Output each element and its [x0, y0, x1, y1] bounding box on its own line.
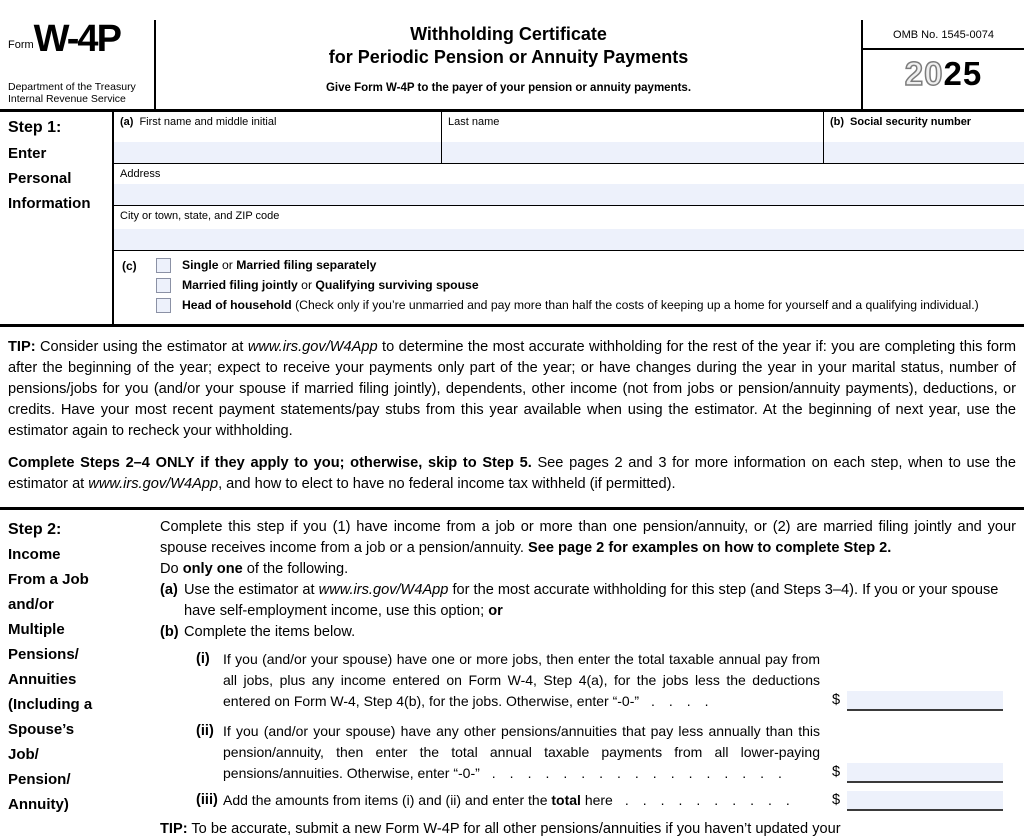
form-word-label: Form	[8, 39, 34, 51]
single-checkbox[interactable]	[156, 258, 171, 273]
step2-item-iii	[196, 790, 1016, 812]
dollar-sign: $	[832, 692, 841, 708]
item-i-amount	[820, 649, 1016, 712]
tax-year-prefix: 20	[904, 55, 944, 92]
item-ii-text: If you (and/or your spouse) have any other pensions/annuities that pay less annually than this pension/annuity, then enter the total annual taxable payments from all lower-paying pensions/annuities. Otherwise, enter “-0-” .................	[223, 723, 820, 781]
tax-year	[863, 50, 1024, 93]
last-name-input[interactable]	[442, 142, 823, 163]
item-iii-marker: (iii)	[196, 792, 218, 808]
filing-status-option-married-jointly	[156, 277, 979, 293]
last-name-label	[442, 112, 823, 142]
step2-subtitle-line: Annuity)	[8, 796, 69, 813]
step2-title: Step 2:	[8, 521, 62, 538]
form-instruction: Give Form W-4P to the payer of your pension or annuity payments.	[325, 82, 692, 94]
first-name-label	[114, 112, 441, 142]
step2-subtitle-line: Pension/	[8, 771, 71, 788]
first-name-input[interactable]	[114, 142, 441, 163]
agency-block	[8, 81, 150, 107]
address-label: Address	[120, 168, 161, 180]
agency-line-2: Internal Revenue Service	[8, 93, 126, 105]
step2-tip: TIP: To be accurate, submit a new Form W-4P for all other pensions/annuities if you haven’t updated your	[160, 821, 841, 837]
ssn-cell	[823, 112, 1024, 163]
step1-heading	[0, 112, 112, 324]
option-b-marker: (b)	[160, 624, 179, 640]
step2-subtitle-line: (Including a	[8, 696, 93, 713]
step2-subtitle-line: and/or	[8, 596, 54, 613]
dot-leader: ....	[651, 693, 723, 709]
option-a-text: Use the estimator at www.irs.gov/W4App for the most accurate withholding for this step (and Steps 3–4). If you or your spouse have self-employment income, use this option; or	[184, 582, 999, 619]
step2-subtitle-line: Multiple	[8, 621, 65, 638]
step2-subtitle	[8, 542, 160, 817]
dollar-sign: $	[832, 792, 841, 808]
dot-leader: .................	[491, 765, 796, 781]
step2-section	[0, 510, 1024, 840]
head-of-household-checkbox[interactable]	[156, 298, 171, 313]
ssn-label-text: Social security number	[850, 116, 972, 128]
married-jointly-label: Married filing jointly or Qualifying surviving spouse	[182, 278, 479, 292]
step2-subtitle-line: Spouse’s	[8, 721, 75, 738]
step1-subtitle-line: Personal	[8, 170, 72, 187]
option-b-text: Complete the items below.	[184, 624, 356, 640]
form-header	[0, 20, 1024, 112]
step2-intro: Complete this step if you (1) have income from a job or more than one pension/annuity, or (2) are married filing jointly and your spouse receives income from a job or a pension/annuity. See page 2 for examples on how to complete Step 2.	[160, 519, 1016, 556]
item-i-text: If you (and/or your spouse) have one or more jobs, then enter the total taxable annual pay from all jobs, plus any income entered on Form W-4, Step 4(a), for the jobs less the deductions entered on Form W-4, Step 4(b), for the jobs. Otherwise, enter “-0-” ....	[223, 651, 820, 709]
step2-subtitle-line: Income	[8, 546, 61, 563]
item-i-amount-input[interactable]	[847, 691, 1003, 711]
omb-number: OMB No. 1545-0074	[863, 20, 1024, 50]
step2-item-ii	[196, 721, 1016, 784]
item-c-marker: (c)	[122, 259, 137, 273]
head-of-household-label: Head of household (Check only if you’re unmarried and pay more than half the costs of keeping up a home for yourself and a qualifying individual.)	[182, 298, 979, 312]
step1-fields	[112, 112, 1024, 324]
last-name-cell	[441, 112, 823, 163]
form-title-line2: for Periodic Pension or Annuity Payments	[328, 47, 689, 67]
item-ii-marker: (ii)	[196, 723, 214, 739]
steps-note-bold: Complete Steps 2–4 ONLY if they apply to you; otherwise, skip to Step 5.	[8, 455, 532, 471]
city-label: City or town, state, and ZIP code	[120, 210, 280, 222]
step2-subtitle-line: Job/	[8, 746, 39, 763]
step2-subtitle-line: Annuities	[8, 671, 77, 688]
form-title-block	[156, 20, 861, 109]
form-title-line1: Withholding Certificate	[410, 24, 607, 44]
filing-status-row	[114, 251, 1024, 324]
step2-option-b	[160, 622, 1016, 643]
first-name-cell	[114, 112, 441, 163]
tip-label: TIP:	[160, 821, 188, 837]
estimator-url: www.irs.gov/W4App	[318, 582, 449, 598]
omb-year-block	[861, 20, 1024, 109]
form-number-text: W-4P	[33, 18, 120, 60]
city-state-zip-input[interactable]	[114, 229, 1024, 250]
filing-status-option-single	[156, 257, 979, 273]
step1-title: Step 1:	[8, 119, 62, 136]
married-jointly-checkbox[interactable]	[156, 278, 171, 293]
city-row	[114, 206, 1024, 251]
last-name-label-text: Last name	[448, 116, 500, 128]
filing-status-option-head-of-household	[156, 297, 979, 313]
step2-heading	[0, 517, 160, 840]
step1-section	[0, 112, 1024, 327]
item-iii-text: Add the amounts from items (i) and (ii) and enter the total here ..........	[223, 792, 804, 808]
filing-status-options	[156, 257, 979, 317]
address-input[interactable]	[114, 184, 1024, 205]
item-iii-amount-input[interactable]	[847, 791, 1003, 811]
tax-year-suffix: 25	[943, 55, 983, 92]
step2-item-i	[196, 649, 1016, 712]
step2-do-line: Do only one of the following.	[160, 561, 349, 577]
dollar-sign: $	[832, 764, 841, 780]
dot-leader: ..........	[624, 792, 804, 808]
agency-line-1: Department of the Treasury	[8, 81, 136, 93]
form-id-block	[0, 20, 156, 109]
ssn-input[interactable]	[824, 142, 1024, 163]
estimator-tip-paragraph: TIP: Consider using the estimator at www.irs.gov/W4App to determine the most accurate withholding for the rest of the year if: you are completing this form after the beginning of the year; expect to receive your payments only part of the year; or have changes during the year in your marital status, number of pensions/jobs for you (and/or your spouse if married filing jointly), dependents, other income (not from jobs or pension/annuity payments), deductions, or credits. Have your most recent payment statements/pay stubs from this year available when using the estimator. At the beginning of next year, use the estimator again to recheck your withholding.	[8, 339, 1016, 439]
step2-body	[160, 517, 1024, 840]
step1-subtitle-line: Enter	[8, 145, 47, 162]
item-iii-amount	[820, 790, 1016, 812]
item-i-marker: (i)	[196, 651, 210, 667]
item-b-marker: (b)	[830, 116, 845, 128]
step1-subtitle	[8, 141, 110, 216]
item-a-marker: (a)	[120, 116, 134, 128]
ssn-label	[824, 112, 1024, 142]
complete-steps-note: Complete Steps 2–4 ONLY if they apply to you; otherwise, skip to Step 5. See pages 2 and 3 for more information on each step, when to use the estimator at www.irs.gov/W4App, and how to elect to have no federal income tax withheld (if permitted).	[8, 455, 1016, 492]
single-label: Single or Married filing separately	[182, 258, 377, 272]
first-name-label-text: First name and middle initial	[139, 116, 277, 128]
tip-label: TIP:	[8, 339, 36, 355]
form-number-logo	[8, 18, 150, 60]
step2-subtitle-line: Pensions/	[8, 646, 79, 663]
item-ii-amount-input[interactable]	[847, 763, 1003, 783]
estimator-url: www.irs.gov/W4App	[88, 476, 219, 492]
step2-subtitle-line: From a Job	[8, 571, 89, 588]
step2-option-a	[160, 580, 1016, 622]
name-ssn-row	[114, 112, 1024, 164]
option-a-marker: (a)	[160, 582, 178, 598]
estimator-url: www.irs.gov/W4App	[247, 339, 378, 355]
step1-subtitle-line: Information	[8, 195, 91, 212]
item-ii-amount	[820, 721, 1016, 784]
address-row	[114, 164, 1024, 206]
